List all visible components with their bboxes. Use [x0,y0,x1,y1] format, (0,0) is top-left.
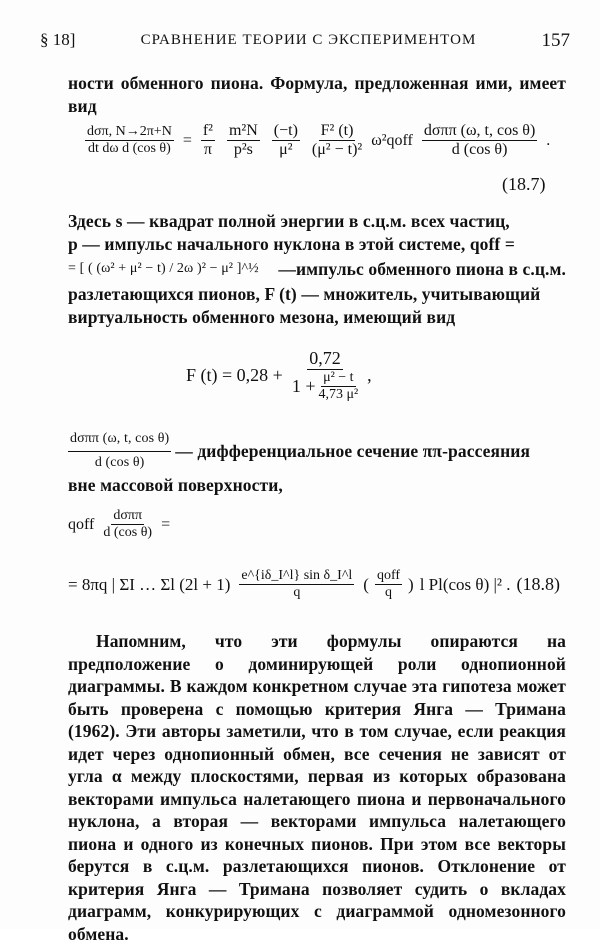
f-denominator: π [203,141,212,158]
lhs-numerator: dσπ, N→2π+N [87,124,172,139]
line: разлетающихся пионов, F (t) — множитель, учитывающий [68,284,541,304]
f-numerator: f² [202,122,213,139]
lhs-numerator: dσππ [113,508,143,523]
omega-q-factor: ω²qoff [371,131,413,149]
F-denominator: (μ² − t)² [311,141,363,158]
running-header [40,30,570,52]
equals: = [161,515,171,533]
lhs-denominator: dt dω d (cos θ) [88,141,171,156]
F-den-one: 1 + [291,376,316,396]
line: вне массовой поверхности, [68,475,283,495]
paragraph-definitions [68,210,566,328]
F-lhs: F (t) = 0,28 + [186,365,283,385]
qoff: qoff [68,515,95,533]
equation-18-8-rhs: = 8πq | ΣI … Σl (2l + 1) $\frac{\text{e\textasciicircum{}\{iδ\_I\textasciicircum{}l\} sin δ\_I\textasciicircum{}l}}{q}$ ( $\frac{\text{qoff}}{q}$ ) l Pl(cos θ) |² . (18.8) [68,568,560,600]
line: p — импульс начального нуклона в этой системе, qoff = [68,233,515,254]
sigma-denominator: d (cos θ) [94,454,145,470]
qoff-formula: = [ ( (ω² + μ² − t) / 2ω )² − μ² ]^½ [68,260,259,276]
paragraph-intro: ности обменного пиона. Формула, предложенная ими, имеет вид [68,73,566,116]
page-number: 157 [541,30,570,51]
m-numerator: m²N [228,122,258,139]
equation-F [186,348,372,403]
F-den-numerator: μ² − t [323,370,354,385]
line: —импульс обменного пиона в с.ц.м. [278,258,566,279]
sigma-numerator: dσππ (ω, t, cos θ) [68,428,171,452]
sigma-numerator: dσππ (ω, t, cos θ) [423,122,536,139]
chapter-title: СРАВНЕНИЕ ТЕОРИИ С ЭКСПЕРИМЕНТОМ [140,32,477,48]
comma: , [367,365,372,385]
m-denominator: p²s [233,141,253,158]
F-numerator: 0,72 [309,348,341,368]
q-ratio-numerator: qoff [376,568,401,583]
line: виртуальность обменного мезона, имеющий вид [68,306,456,327]
paragraph-sigma [68,428,566,497]
paragraph-yang-treiman: Напомним, что эти формулы опираются на предположение о доминирующей роли однопионной диаграммы. В каждом конкретном случае эта гипотеза может быть проверена с помощью критерия Янга — Тримана (1962). Эти авторы заметили, что в том случае, если реакция идет через однопионный обмен, все сечения не зависят от угла α между плоскостями, первая из которых образована векторами импульса налетающего пиона и первоначального нуклона, а вторая — векторами импульса налетающего пиона и одного из конечных пионов. При этом все векторы берутся в с.ц.м. разлетающихся пионов. Отклонение от критерия Янга — Тримана позволяет судить о вкладах диаграмм, конкурирующих с диаграммой одномезонного обмена. [68,631,566,944]
t-numerator: (−t) [273,122,298,139]
equation-number-18-8: (18.8) [516,574,560,594]
equation-18-7: $\frac{\text{dσπ, N→2π+N}}{\text{dt dω d (cos θ)}}$ = $\frac{\text{f²}}{\pi}$ $\frac{\text{m²N}}{\text{p²s}}$ $\frac{(-t)}{\text{μ²}}$ $\frac{\text{F² (t)}}{\text{(μ² − t)²}}$ ω²qoff $\frac{\text{dσππ (ω, t, cos θ)}}{\text{d (cos θ)}}$ . [87,122,551,158]
sigma-denominator: d (cos θ) [451,141,508,158]
q-ratio-denominator: q [384,585,392,600]
section-ref: § 18] [40,30,76,49]
F-numerator: F² (t) [320,122,354,139]
lhs-denominator: d (cos θ) [103,525,153,540]
phase-denominator: q [293,585,301,600]
F-den-denominator: 4,73 μ² [318,387,359,402]
sum-expression: = 8πq | ΣI … Σl (2l + 1) [68,574,231,594]
equation-number-18-7: (18.7) [502,174,546,194]
t-denominator: μ² [279,141,293,158]
line: — дифференциальное сечение ππ-рассеяния [175,440,531,461]
phase-numerator: e^{iδ_I^l} sin δ_I^l [241,568,353,583]
legendre-tail: l Pl(cos θ) |² . [419,574,511,594]
line: Здесь s — квадрат полной энергии в с.ц.м. всех частиц, [68,211,510,231]
equation-18-8-lhs [68,508,170,541]
